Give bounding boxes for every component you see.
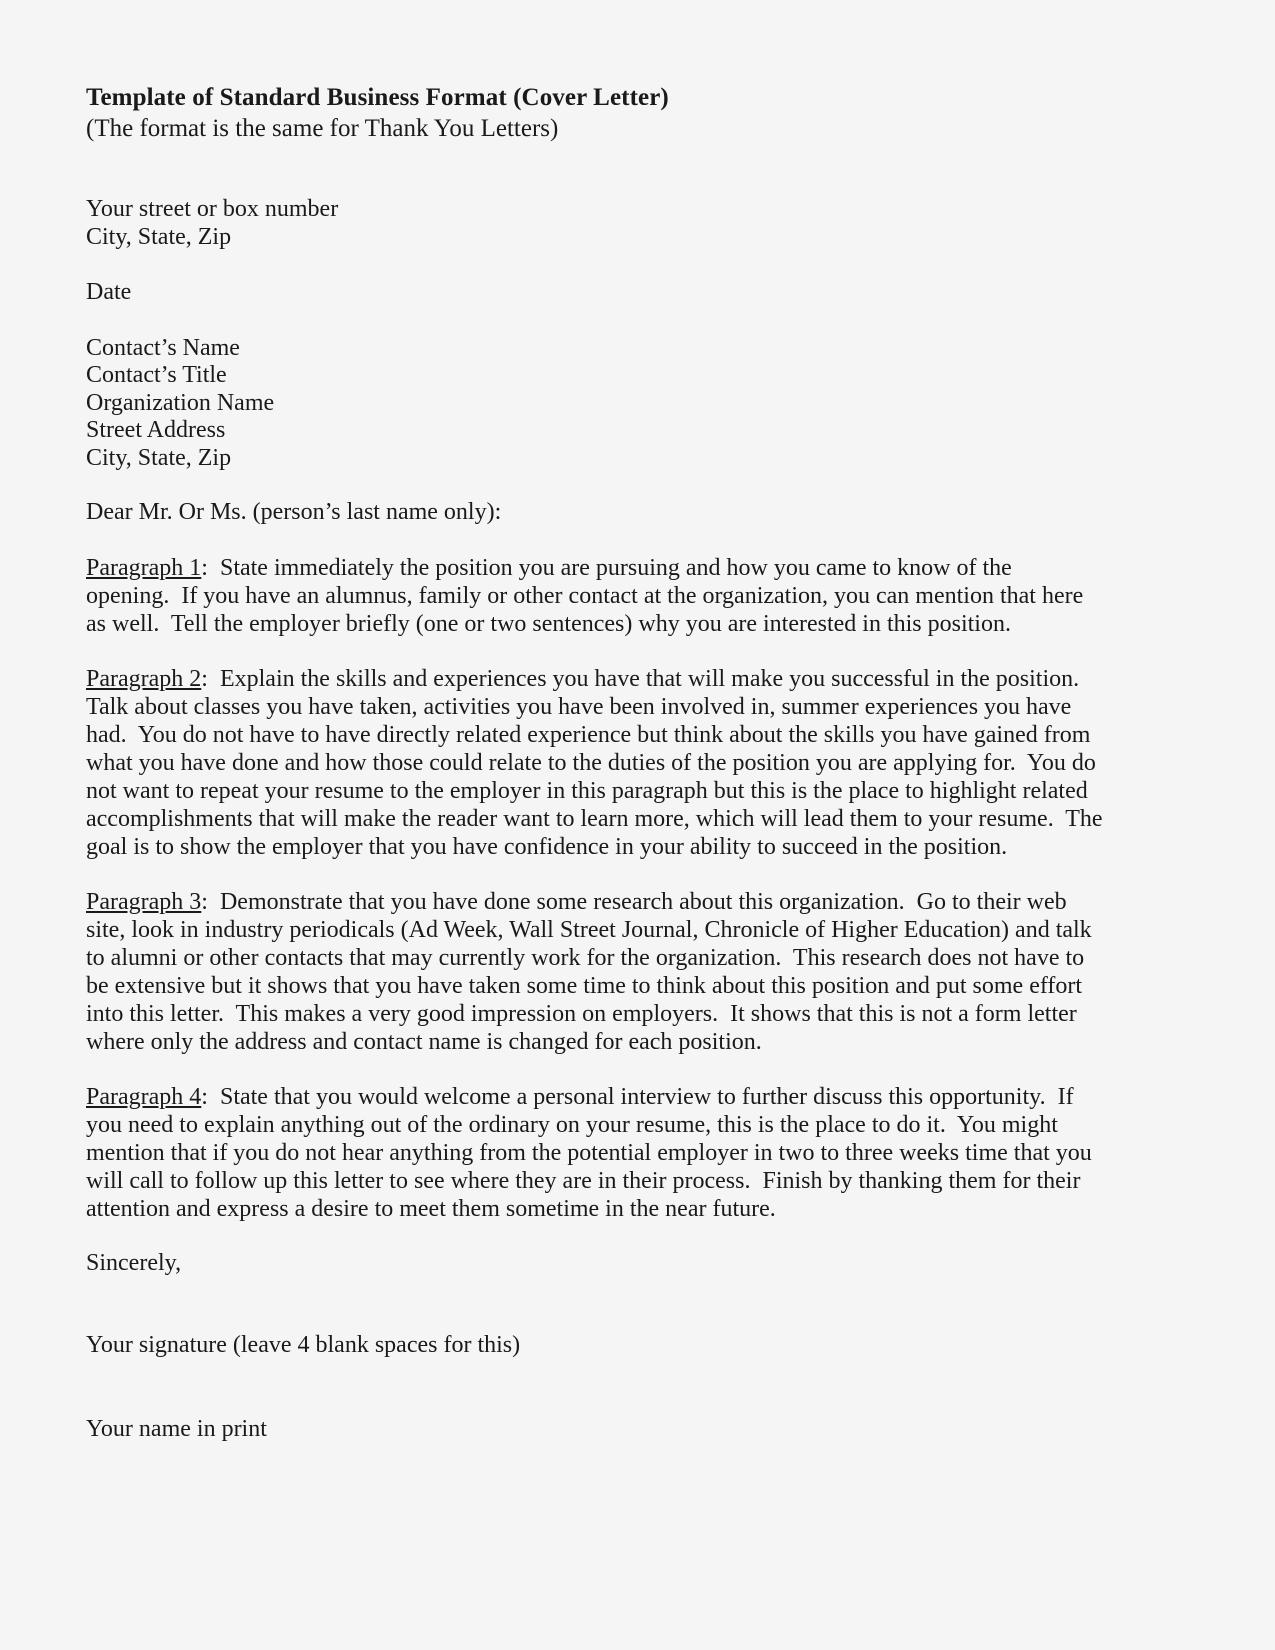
recipient-address-line: Contact’s Name [86,334,240,361]
sender-address-block [86,196,1105,251]
printed-name-placeholder: Your name in print [86,1415,267,1442]
salutation: Dear Mr. Or Ms. (person’s last name only): [86,499,502,525]
recipient-address-line: Organization Name [86,389,275,416]
page-title: Template of Standard Business Format (Cover Letter) [86,84,669,111]
recipient-address-line: Street Address [86,417,226,443]
paragraph-4-text: State that you would welcome a personal interview to further discuss this opportunity. If you need to explain anything out of the ordinary on your resume, this is the place to do it. You might mention that if you do not hear anything from the potential employer in two to three weeks time that you will call to follow up this letter to see where they are in their process. Finish by thanking them for their attention and express a desire to meet them sometime in the near future. [86,1083,1092,1222]
paragraph-3-separator: : [201,888,220,915]
date-line: Date [86,279,132,305]
paragraph-1 [86,554,1105,638]
paragraph-3-label: Paragraph 3 [86,888,202,915]
spacer-before-paragraph-2 [86,638,1105,665]
recipient-address-line: City, State, Zip [86,444,232,471]
paragraph-3-text: Demonstrate that you have done some research about this organization. Go to their web site, look in industry periodicals (Ad Week, Wall Street Journal, Chronicle of Higher Education) and talk to alumni or other contacts that may currently work for the organization. This research does not have to be extensive but it shows that you have taken some time to think about this position and put some effort into this letter. This makes a very good impression on employers. It shows that this is not a form letter where only the address and contact name is changed for each position. [86,888,1092,1055]
sign-off: Sincerely, [86,1249,182,1276]
paragraph-1-text: State immediately the position you are pursuing and how you came to know of the opening. If you have an alumnus, family or other contact at the organization, you can mention that here as well. Tell the employer briefly (one or two sentences) why you are interested in this position. [86,554,1084,637]
spacer-before-printed-name [86,1360,1105,1416]
paragraph-2 [86,665,1105,861]
spacer-before-signature [86,1277,1105,1332]
page-subtitle: (The format is the same for Thank You Letters) [86,115,559,142]
sender-address-line: Your street or box number [86,196,339,222]
spacer-before-paragraph-3 [86,861,1105,888]
spacer-before-date [86,251,1105,279]
spacer-before-closing [86,1223,1105,1250]
paragraph-4 [86,1083,1105,1223]
paragraph-2-text: Explain the skills and experiences you have that will make you successful in the position. Talk about classes you have taken, activities you have been involved in, summer experiences you have had. You do not have to have directly related experience but think about the skills you have gained from what you have done and how those could relate to the duties of the position you are applying for. You do not want to repeat your resume to the employer in this paragraph but this is the place to highlight related accomplishments that will make the reader want to learn more, which will lead them to your resume. The goal is to show the employer that you have confidence in your ability to succeed in the position. [86,665,1103,860]
paragraph-4-label: Paragraph 4 [86,1083,202,1110]
paragraph-3 [86,888,1105,1056]
paragraph-2-label: Paragraph 2 [86,665,202,692]
recipient-address-block [86,335,1105,473]
signature-placeholder: Your signature (leave 4 blank spaces for this) [86,1332,521,1358]
spacer-before-paragraph-4 [86,1056,1105,1083]
spacer-before-recipient [86,307,1105,335]
paragraph-4-separator: : [201,1083,220,1110]
recipient-address-line: Contact’s Title [86,362,227,388]
sender-address-line: City, State, Zip [86,223,232,250]
paragraph-2-separator: : [201,665,220,692]
spacer-before-paragraph-1 [86,527,1105,554]
spacer-after-heading [86,144,1105,196]
paragraph-1-label: Paragraph 1 [86,554,202,581]
spacer-before-salutation [86,472,1105,499]
paragraph-1-separator: : [201,554,220,581]
